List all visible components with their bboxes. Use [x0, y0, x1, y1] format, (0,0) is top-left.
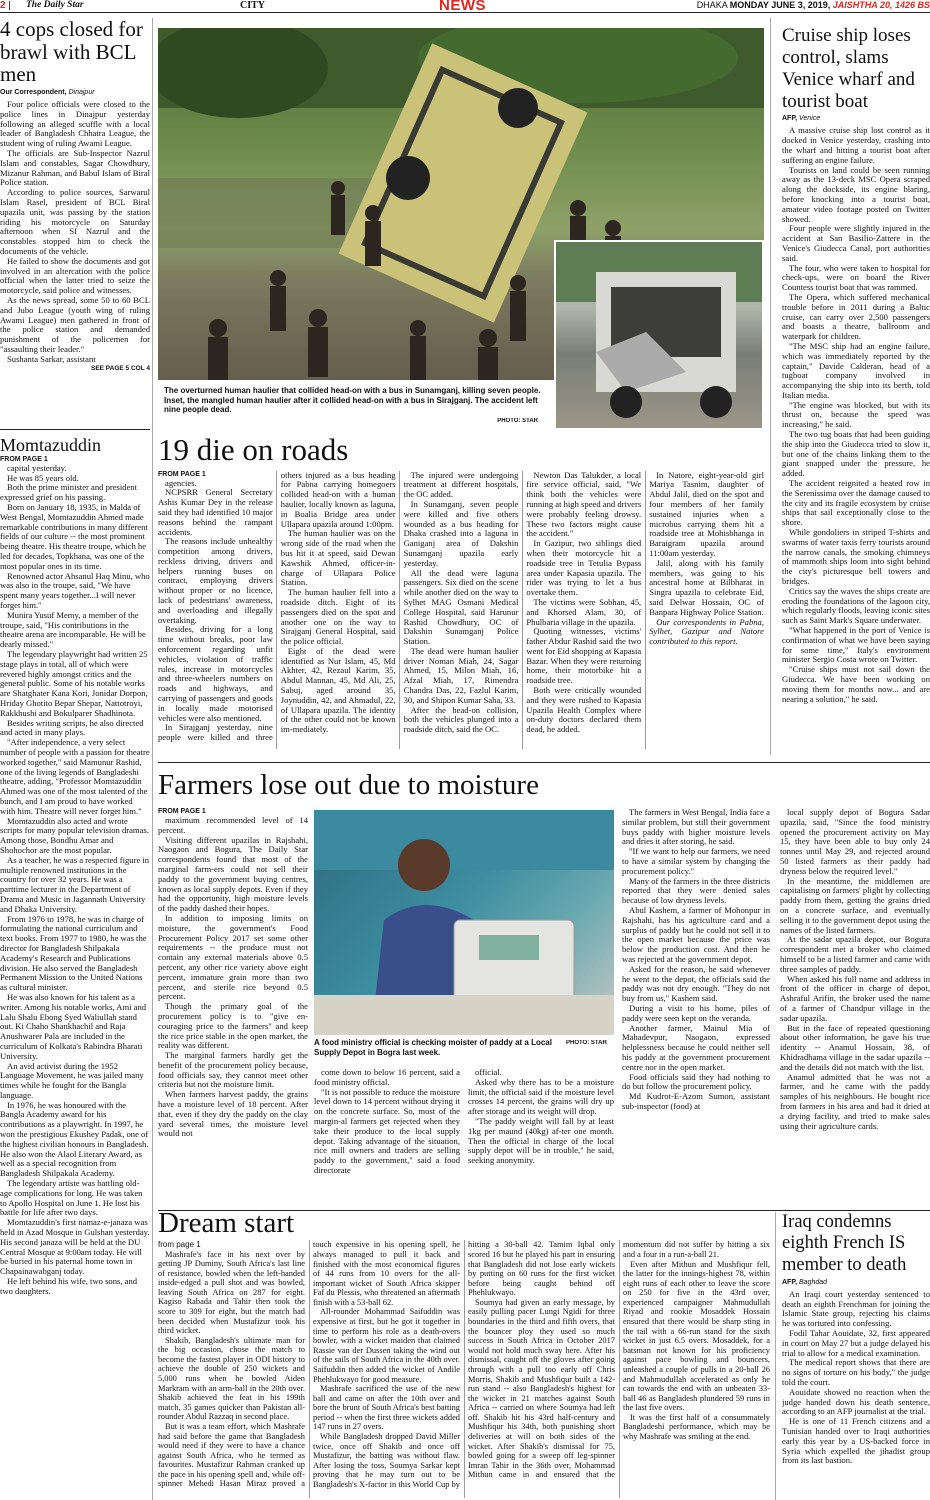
paragraph: He failed to show the documents and got involved in an altercation with the police official when the latter tried to seize the motorcycle, said police and witnesses. [0, 255, 150, 296]
dream-from-page: from page 1 [158, 1240, 201, 1250]
paragraph: After the head-on collision, both the vehicles plunged into a roadside ditch, said the OC. [403, 704, 519, 735]
momtazuddin-body [0, 464, 150, 1297]
paragraph: Even after Mithun and Mushfiqur fell, the latter for the innings-highest 78, within eight runs of each other to leave the score on 250 for five in the 43rd over, experienced campaigner Mahmudullah Riyad and rookie Mosaddek Hossain ensured that there would be sharp sting in the tail with a 66-run stand for the sixth wicket in just 6.5 overs. Mosaddek, for a batsman not known for his proficiency against pace bowling and bouncers, unleashed a couple of pulls in a 20-ball 26 and Mahmudullah accelerated as only he can towards the end with an unbeaten 33-ball 46 as Bangladesh plundered 59 runs in the last five overs. [623, 1259, 770, 1413]
date-city: DHAKA [696, 0, 728, 10]
paragraph: Momtazuddin's first namaz-e-janaza was held in Azad Mosque in Gulshan yesterday. His second janaza will be held at the DU Central Mosque at 9:00am today. He will be buried in his paternal home town in Chapainawabganj today. [0, 1217, 150, 1277]
paragraph: "It is not possible to reduce the moisture level down to 14 percent without drying it on the concrete surface. So, most of the margin-al farmers get rejected when they take their produce to the local supply depot. Taking advantage of the situation, rice mill owners and traders are selling paddy to the government," said a food directorate [314, 1086, 460, 1175]
paragraph: But it was a team effort, which Mashrafe had said before the game that Bangladesh would need if they were to have a chance against South Africa, who he termed as favourites. Mustafizur Rahman cranked up the pace in his opening spell and, while off-spinner Mehedi Hasan Miraz proved a touch expensive in his opening spell, he always managed to pull it back and finished with the most economical figures of 44 runs from 10 overs for the all-important wicket of South Africa skipper Faf du Plessis, who threatened an aftermath finish with a 53-ball 62. [158, 1240, 460, 1489]
paragraph: "The MSC ship had an engine failure, which was immediately reported by the captain," Davide Calderan, head of a tugboat company involved in accompanying the ship into its berth, told Italian media. [782, 340, 930, 400]
paragraph: Quoting witnesses, victims' father Abdur Rashid said the two went for Eid shopping at Kapasia Bazar. When they were returning home, their motorbike hit a roadside tree. [526, 626, 642, 686]
paragraph: When farmers harvest paddy, the grains have a moisture level of 18 percent. After that, even if they dry the paddy on the clay yard several times, the moisture level would not [158, 1089, 308, 1139]
paragraph: The reasons include unhealthy competition among drivers, reckless driving, drivers and helpers running buses on contract, employing drivers without proper or no licence, lack of pedestrians' awareness, and overloading and illegally overtaking. [158, 536, 273, 625]
cops-rule [0, 429, 150, 430]
paragraph: Though the primary goal of the procurement policy is to "give en-couraging price to the farmers" and keep the rice price stable in the open market, the reality was different. [158, 1001, 308, 1051]
dream-headline: Dream start [158, 1208, 295, 1239]
paragraph: It was the first half of a consummately Bangladeshi performance, which may be why Mashrafe was smiling at the end. [623, 1412, 770, 1441]
paragraph: Newton Das Talukder, a local fire service official, said, "We think both the vehicles were running at high speed and drivers were probably feeling drowsy. These two factors might cause the accident." [526, 469, 642, 539]
paragraph: During a visit to his home, piles of paddy were seen kept on the veranda. [622, 1002, 770, 1023]
paragraph: In addition to imposing limits on moisture, the government's Food Procurement Policy 2017 set some other requirements -- the produce must not contain any external materials above 0.5 percent, any other rice variety above eight percent, immature grain more than two percent, and sterile rice beyond 0.5 percent. [158, 912, 308, 1002]
paragraph: Mashrafe sacrificed the use of the new ball and came on after the 10th over and bore the brunt of South Africa's best batting period -- when the first three wickets added 147 runs in 27 overs. [313, 1384, 460, 1432]
paragraph: Mashrafe's face in his next over by getting JP Duminy, South Africa's last line of resistance, bowled when the left-handed inside-edged a pull shot and was bowled, leaving South Africa on 287 for eight. Kagiso Rabada and Tahir then took the score to 309 for eight, but the match had been decided when Mustafizur took his third wicket. [158, 1249, 305, 1336]
farmers-col-5 [780, 808, 930, 1208]
paragraph: Both the prime minister and president expressed grief on his passing. [0, 482, 138, 503]
page-masthead [0, 0, 930, 12]
paragraph: The marginal farmers hardly get the benefit of the procurement policy because, food officials say, they cannot meet other criteria but not the moisture limit. [158, 1050, 308, 1090]
paragraph: The injured were undergoing treatment at different hospitals, the OC added. [403, 469, 519, 500]
paragraph: An Iraqi court yesterday sentenced to death an eighth Frenchman for joining the Islamic State group, rejecting his claims he was tortured into confessing. [782, 1288, 930, 1329]
paragraph: As a teacher, he was a respected figure in multiple renowned institutions in the country for over 32 years. He was a parttime lecturer in the Department of Drama and Music in Jagannath University and Dhaka University. [0, 854, 150, 914]
paragraph: He is one of 11 French citizens and a Tunisian handed over to Iraqi authorities early this year by a US-backed force in Syria which expelled the jihadist group from its last bastion. [782, 1416, 930, 1466]
dream-story [158, 1208, 770, 1500]
paragraph: Soumya had given an early message, by easily pulling pacer Lungi Ngidi for three boundaries in the third and fifth overs, that the bouncer ploy they used so much success in South Africa in October 2017 would not hold much sway here. After his dismissal, caught off the gloves after going through with a pull too early off Chris Morris, Shakib and Mushfiqur built a 142-run stand -- also Bangladesh's highest for the wicket in 21 matches against South Africa -- carried on where Soumya had left off. Shakib hit his 43rd half-century and Mushfiqur his 34th, both punishing short deliveries at will on both sides of the wicket. After Shakib's dismissal for 75, bowled going for a sweep off leg-spinner Imran Tahir in the 36th over, Mohammad Mithun came in and ensured that the momentum did not suffer by hitting a six and a four in a run-a-ball 21. [468, 1240, 770, 1480]
paper-name: The Daily Star [26, 0, 84, 10]
paragraph: But in the face of repeated questioning about other information, he gave his true identity -- Anamul Hossain, 38, of Khidradhama village in the sadar upazila -- and the details did not match with the list. [780, 1022, 930, 1072]
paragraph: The Opera, which suffered mechanical trouble before in 2011 during a Baltic cruise, can carry over 2,500 passengers and boasts a theatre, ballroom and waterpark for children. [782, 291, 930, 342]
farmers-photo-credit: PHOTO: STAR [566, 1040, 607, 1046]
paragraph: In 1976, he was honoured with the Bangla Academy award for his contributions as a playwright. In 1997, he won the prestigious Ekushey Padak, one of the highest civilian honours in Bangladesh. He also won the Alaol Literary Award, as well as a special recognition from Bangladesh Shilpakala Academy. [0, 1099, 149, 1179]
paragraph: The human haulier fell into a roadside ditch. Eight of its passengers died on the spot and another one on the way to Sirajganj General Hospital, said the police official. [280, 587, 396, 647]
paragraph: Visiting different upazilas in Rajshahi, Naogaon and Bogura, The Daily Star correspondents found that most of the marginal farm-ers could not sell their paddy to the government buying centres, known as local supply depots. Even if they had the opportunity, high moisture levels of the paddy dashed their hopes. [158, 834, 308, 914]
paragraph: Md Kudrot-E-Azom Sumon, assistant sub-inspector (food) at [622, 1091, 770, 1111]
iraq-body [782, 1290, 930, 1466]
paragraph: capital yesterday. [7, 462, 67, 473]
paragraph: Aouidate showed no reaction when the judge handed down his death sentence, according to an AFP journalist at the trial. [782, 1386, 930, 1417]
paragraph: NCPSRR General Secretary Ashis Kumar Dey in the release said they had identified 10 major reasons behind the rampant accidents. [158, 487, 273, 537]
farmers-photo-illustration [314, 810, 614, 1035]
left-column-rule [152, 18, 153, 1500]
paragraph: Besides writing scripts, he also directed and acted in many plays. [0, 717, 144, 738]
iraq-headline: Iraq condemns eighth French IS member to death [782, 1212, 907, 1275]
date-english: MONDAY JUNE 3, 2019, [729, 0, 831, 10]
paragraph: Munira Yusuf Memy, a member of the troupe, said, "His contributions in the theatre arena are incomparable. He will be dearly missed." [0, 609, 146, 650]
paragraph: Our correspondents in Pabna, Sylhet, Gazipur and Natore contributed to this report. [649, 616, 764, 647]
paragraph: An avid activist during the 1952 Language Movement, he was jailed many times while he fought for the Bangla language. [0, 1060, 144, 1100]
cruise-headline: Cruise ship loses control, slams Venice wharf and tourist boat [782, 25, 915, 112]
roads-body [158, 471, 764, 749]
paragraph: Momtazuddin also acted and wrote scripts for many popular television dramas. Among those, Bondhu Amar and Shohochor are the most popular. [0, 815, 149, 855]
paragraph: According to police sources, Sarwarul Islam Rasel, president of BCL Biral upazila unit, was passing by the station riding his motorcycle on Saturday afternoon when SI Nazrul and the constables stopped him to check the documents of the vehicle. [0, 187, 150, 256]
paragraph: The human haulier was on the wrong side of the road when the bus hit it at speed, said Dewan Kawshik Ahmed, officer-in-charge of Ullapara Police Station. [280, 528, 396, 588]
farmers-from-page: FROM PAGE 1 [158, 808, 206, 815]
cruise-byline [782, 115, 930, 122]
paragraph: Asked why there has to be a moisture limit, the official said if the moisture level crosses 14 percent, the grains will dry up after storage and its weight will drop. [468, 1076, 614, 1117]
paragraph: In Sunamganj, seven people were killed and five others wounded as a bus heading for Dhaka crashed into a laguna in Ganiganj area of Dakshin Sunamganj upazila early yesterday. [403, 498, 519, 568]
paragraph: "The paddy weight will fall by at least 1kg per maund (40kg) af-ter one month. Then the official in charge of the local supply depot will be in trouble," he said, seeking anonymity. [468, 1115, 614, 1166]
paragraph: Four people were slightly injured in the accident at San Basilio-Zattere in the Venice's Giudecca Canal, port authorities said. [782, 223, 930, 263]
paragraph: Eight of the dead were identified as Nur Islam, 45, Md Akhter, 42, Rezaul Karim, 35, Abdul Mannan, 45, Md Ali, 25, Sabuj, aged around 35, Joynuddin, 42, and Ahmadul, 22, of Ullapara upazila. The identity of the other could not be known im-mediately. [280, 645, 396, 735]
paragraph: In the meantime, the middlemen are capitalising on farmers' plight by collecting paddy from them, getting the grains dried on a concrete surface, and eventually selling it to the government depot using the names of the listed farmers. [780, 875, 930, 935]
dream-body [158, 1240, 770, 1498]
paragraph: The victims were Sobhan, 45, and Khorsed Alam, 30, of Phulbaria village in the upazila. [526, 596, 642, 627]
iraq-byline [782, 1279, 930, 1286]
paragraph: Four police officials were closed to the police lines in Dinajpur yesterday following an alleged scuffle with a local leader of Bangladesh Chhatra League, the student wing of ruling Awami League. [0, 99, 150, 149]
crash-photo [158, 28, 764, 430]
section-news: NEWS [439, 0, 486, 12]
masthead-divider [9, 1, 10, 10]
paragraph: Critics say the waves the ships create are eroding the foundations of the lagoon city, which regularly floods, leaving iconic sites such as Saint Mark's Square underwater. [782, 585, 930, 626]
paragraph: Food officials said they had nothing to do but follow the procurement policy. [622, 1071, 770, 1092]
paragraph: The two tug boats that had been guiding the ship into the Giudecca tried to slow it, but one of the chains linking them to the giant snapped under the pressure, he added. [782, 429, 930, 479]
farmers-photo-caption: A food ministry official is checking moister of paddy at a Local Supply Depot in Bogra last week. [314, 1038, 552, 1057]
page-number: 2 [0, 0, 6, 11]
crash-inset-illustration [556, 242, 762, 428]
cops-headline: 4 cops closed for brawl with BCL men [0, 18, 143, 87]
paragraph: In Sirajganj yesterday, nine people were killed and three others injured as a bus heading for Pabna carrying homegoers collided head-on with a human haulier, locally known as laguna, in Boalia Bridge area under Ullapara upazila around 1:00pm. [158, 469, 396, 743]
paragraph: come down to below 16 percent, said a food ministry official. [314, 1068, 460, 1087]
paragraph: At the sadar upazila depot, our Bogura correspondent met a broker who claimed himself to be a listed farmer and came with three samples of paddy. [780, 934, 930, 974]
paragraph: He was 85 years old. [7, 472, 79, 483]
cruise-dateline: Venice [799, 115, 821, 123]
paragraph: In Gazipur, two siblings died when their motorcycle hit a roadside tree in Tetulia Bypass area under Kapasia upazila. The rider was trying to let a bus overtake them. [526, 538, 642, 598]
right-column-rule [770, 18, 771, 755]
cruise-byline-name: AFP, [782, 115, 798, 123]
farmers-headline: Farmers lose out due to moisture [158, 770, 539, 801]
farmers-top-rule [158, 762, 930, 763]
paragraph: Jalil, along with his family members, was going to his ancestral home at Bilbharat in Singra upazila to celebrate Eid, said Delwar Hossain, OC of Banpara Highway Police Station. [649, 557, 764, 617]
roads-from-page: FROM PAGE 1 [158, 470, 206, 478]
paragraph: Born on January 18, 1935, in Malda of West Bengal, Momtazuddin Ahmed made remarkable contributions in many different fields of our culture -- the most prominent being theatre. His theatre troupe, which he led for decades, Topkhana, was one of the most popular ones in its time. [0, 502, 148, 571]
farmers-col-3 [468, 1068, 614, 1208]
date-bengali: JAISHTHA 20, 1426 BS [832, 0, 930, 10]
roads-story [158, 434, 764, 754]
paragraph: When asked his full name and address in front of the officer in charge of depot, Ashraful Arifin, the broker used the name of a farmer of Chandpur village in the sadar upazila. [780, 973, 930, 1023]
paragraph: The legendary artiste was battling old-age complications for long. He was taken to Apollo Hospital on June 1. He lost his battle for life after two days. [0, 1178, 143, 1218]
paragraph: The medical report shows that there are no signs of torture on his body," the judge told the court. [782, 1357, 930, 1387]
paragraph: From 1976 to 1978, he was in charge of formulating the national curriculum and text books. From 1977 to 1980, he was the director for Bangladesh Shilpakala Academy's Research and Publications division. He also served the Bangladesh Permanent Mission to the United Nations as cultural minister. [0, 913, 147, 993]
paragraph: All-rounder Mohammad Saifuddin was expensive at first, but he got it together in time to perform his role as a death-overs bowler, with a wicket maiden that claimed Rassie van der Dussen taking the wind out of the sails of South Africa in the 40th over. Saifuddin then added the wicket of Andile Phehlukwayo for good measure. [313, 1307, 460, 1384]
paragraph: Another farmer, Mainul Mia of Mahadevpur, Naogaon, expressed helplessness because he could neither sell his paddy at the government procurement centre nor in the open market. [622, 1022, 770, 1072]
masthead-date [640, 0, 930, 10]
momtazuddin-headline: Momtazuddin [0, 436, 101, 455]
crash-photo-caption: The overturned human haulier that collided head-on with a bus in Sunamganj, killing seven people. Inset, the mangled human haulier after it collided head-on with a bus in Sirajganj. The accident left nine people dead. [164, 386, 541, 415]
paragraph: "After independence, a very select number of people with a passion for theatre worked together," said Mamunur Rashid, one of the living legends of Bangladeshi theatre, adding, "Professor Momtazuddin Ahmed was one of the most talented of the bunch, and I am proud to have worked with him. Theatre will never forget him." [0, 737, 150, 816]
paragraph: Sushanta Sarkar, assistant [7, 353, 96, 364]
paragraph: "The engine was blocked, but with its thrust on, because the speed was increasing," he said. [782, 399, 930, 430]
paragraph: Shakib, Bangladesh's ultimate man for the big occasion, chose the match to become the fastest player in ODI history to achieve the double of 250 wickets and 5,000 runs when he bowled Aiden Markram with an arm-ball in the 20th over. Shakib achieved the feat in his 199th match, 35 games quicker than Pakistan all-rounder Abdul Razzaq in second place. [158, 1335, 305, 1422]
paragraph: "If we want to help our farmers, we need to have a similar system by changing the procurement policy." [622, 846, 770, 876]
paragraph: agencies. [165, 477, 197, 488]
paragraph: maximum recommended level of 14 percent. [158, 814, 308, 835]
cops-body [0, 100, 150, 365]
paragraph: As the news spread, some 50 to 60 BCL and Jubo League (youth wing of ruling Awami League) men gathered in front of the police station and demanded punishment of the policemen for "assaulting their leader." [0, 294, 150, 354]
paragraph: While gondoliers in striped T-shirts and swarms of water taxis ferry tourists around the narrow canals, the smoking chimneys of mammoth ships loom into sight behind the city's picturesque bell towers and bridges. [782, 527, 930, 587]
momtazuddin-from-page: FROM PAGE 1 [0, 455, 48, 463]
paragraph: In Natore, eight-year-old girl Mariya Tasnim, daughter of Abdul Jalil, died on the spot and four members of her family sustained injuries when a microbus carrying them hit a roadside tree at Mohisbhanga in Baraigram upazila around 11:00am yesterday. [649, 469, 764, 558]
paragraph: "Cruise ships must not sail down the Giudecca. We have been working on moving them for months now... and are nearing a solution," he said. [782, 664, 930, 704]
iraq-byline-name: AFP, [782, 1278, 798, 1286]
cruise-body [782, 126, 930, 704]
farmers-col-2 [314, 1068, 460, 1208]
crash-photo-credit: PHOTO: STAR [497, 418, 538, 424]
paragraph: Besides, driving for a long time without breaks, poor law enforcement regarding unfit vehicles, violation of traffic rules, increase in motorcycles and three-wheelers numbers on roads and highways, and carrying of passengers and goods in locally made motorised vehicles were also mentioned. [158, 624, 273, 723]
paragraph: Asked for the reason, he said whenever he went to the depot, the officials said the paddy was not dry enough. "They do not buy from us," Kashem said. [622, 963, 770, 1004]
paragraph: All the dead were laguna passengers. Six died on the scene while another died on the way to Sylhet MAG Osmani Medical College Hospital, said Harunur Rashid Chowdhury, OC of Dakshin Sunamganj Police Station. [403, 567, 519, 647]
section-city: CITY [240, 0, 266, 11]
momtazuddin-story [0, 436, 150, 1500]
roads-headline: 19 die on roads [158, 434, 349, 467]
paragraph: The accident reignited a heated row in the Serenissima over the damage caused to the city and its fragile ecosystem by cruise ships that sail exceptionally close to the shore. [782, 478, 930, 528]
paragraph: The farmers in West Bengal, India face a similar problem, but still their government buys paddy with higher moisture levels and dries it after storing, he said. [622, 808, 770, 847]
paragraph: official. [475, 1068, 502, 1077]
paragraph: He was also known for his talent as a writer. Among his notable works, Ami and Lalu Shalu Ebong Syed Waliullah stand out. Ki Chaho Shankhachil and Raja Anushwarer Pala are included in the curriculum of Kolkata's Rabindra Bharati University. [0, 991, 147, 1061]
crash-inset-photo [554, 240, 764, 430]
paragraph: Renowned actor Ahsanul Haq Minu, who was also in the troupe, said, "We have spent many years together...I will never forget him." [0, 570, 150, 611]
cops-story [0, 18, 150, 428]
paragraph: Anamul admitted that he was not a farmer, and he came with the paddy samples of his neighbours. He bought rice from farmers in his area and had it dried at a drying facility, and tried to make sales using their agriculture cards. [780, 1071, 930, 1131]
paragraph: While Bangladesh dropped David Miller twice, once off Shakib and once off Mustafizur, the batting was without flaw. After losing the toss, Soumya Sarkar kept proving that he may turn out to be Bangladesh's X-factor in this World Cup by hitting a 30-ball 42. Tamim Iqbal only scored 16 but he played his part in ensuring that Bangladesh did not lose early wickets by putting on 60 runs for the first wicket before being caught behind off Phehlukwayo. [313, 1240, 615, 1489]
cops-byline [0, 89, 150, 96]
paragraph: Abul Kashem, a farmer of Mohonpur in Rajshahi, has his agriculture card and a surplus of paddy but he could not sell it to the open market because the price was below the production cost. And then he was rejected at the government depot. [622, 904, 770, 964]
paragraph: A massive cruise ship lost control as it docked in Venice yesterday, crashing into the wharf and hitting a tourist boat after suffering an engine failure. [782, 125, 930, 165]
paragraph: local supply depot of Bogura Sadar upazila, said, "Since the food ministry opened the procurement activity on May 15, they have been able to buy only 24 tonnes until May 29, and rejected around 50 listed farmers as their paddy had dryness below the required level." [780, 808, 930, 876]
cops-byline-name: Our Correspondent, [0, 89, 67, 97]
paragraph: The dead were human haulier driver Noman Miah, 24, Sagar Ahmed, 15, Milon Miah, 16, Afzal Miah, 17, Rimendra Chandra Das, 22, Fazlul Karim, 30, and Shipon Kumar Saha, 33. [403, 645, 519, 705]
iraq-column-rule [775, 1212, 776, 1500]
masthead-rule [0, 12, 930, 13]
paragraph: Many of the farmers in the three districts reported that they were denied sales because of low dryness levels. [622, 875, 770, 906]
cops-jump: SEE PAGE 5 COL 4 [90, 364, 150, 372]
farmers-photo [314, 810, 614, 1035]
farmers-col-4 [622, 808, 770, 1208]
farmers-col-1 [158, 808, 308, 1208]
paragraph: He left behind his wife, two sons, and two daughters. [0, 1276, 138, 1296]
paragraph: Both were critically wounded and they were rushed to Kapasia Upazila Health Complex where on-duty doctors declared them dead, he added. [526, 685, 642, 735]
paragraph: The four, who were taken to hospital for check-ups, were on board the River Countess tourist boat that was rammed. [782, 262, 930, 293]
cruise-story [782, 25, 930, 755]
paragraph: The legendary playwright had written 25 stage plays in total, all of which were revered highly amongst critics and the general public. Some of his notable works are Shatghater Kana Kori, Jonidar Dorpon, Hriday Ghotito Bepar Shepar, Nattotroyi, Rakkhushi and Bokulparer Shadhinota. [0, 649, 148, 718]
paragraph: The officials are Sub-Inspector Nazrul Islam and constables, Sagar Chowdhury, Mizanur Rahman, and Babul Islam of Biral Police station. [0, 148, 150, 188]
cops-dateline: Dinajpur [68, 89, 95, 97]
paragraph: "What happened in the port of Venice is confirmation of what we have been saying for some time," Italy's environment minister Sergio Costa wrote on Twitter. [782, 625, 930, 665]
iraq-dateline: Baghdad [799, 1278, 828, 1286]
paragraph: Fodil Tahar Aouidate, 32, first appeared in court on May 27 but a judge delayed his trial to allow for a medical examination. [782, 1327, 930, 1358]
iraq-story [782, 1212, 930, 1500]
paragraph: Tourists on land could be seen running away as the 13-deck MSC Opera scraped along the dockside, its engine blaring, before knocking into a tourist boat, amateur video footage posted on Twitter showed. [782, 164, 930, 224]
